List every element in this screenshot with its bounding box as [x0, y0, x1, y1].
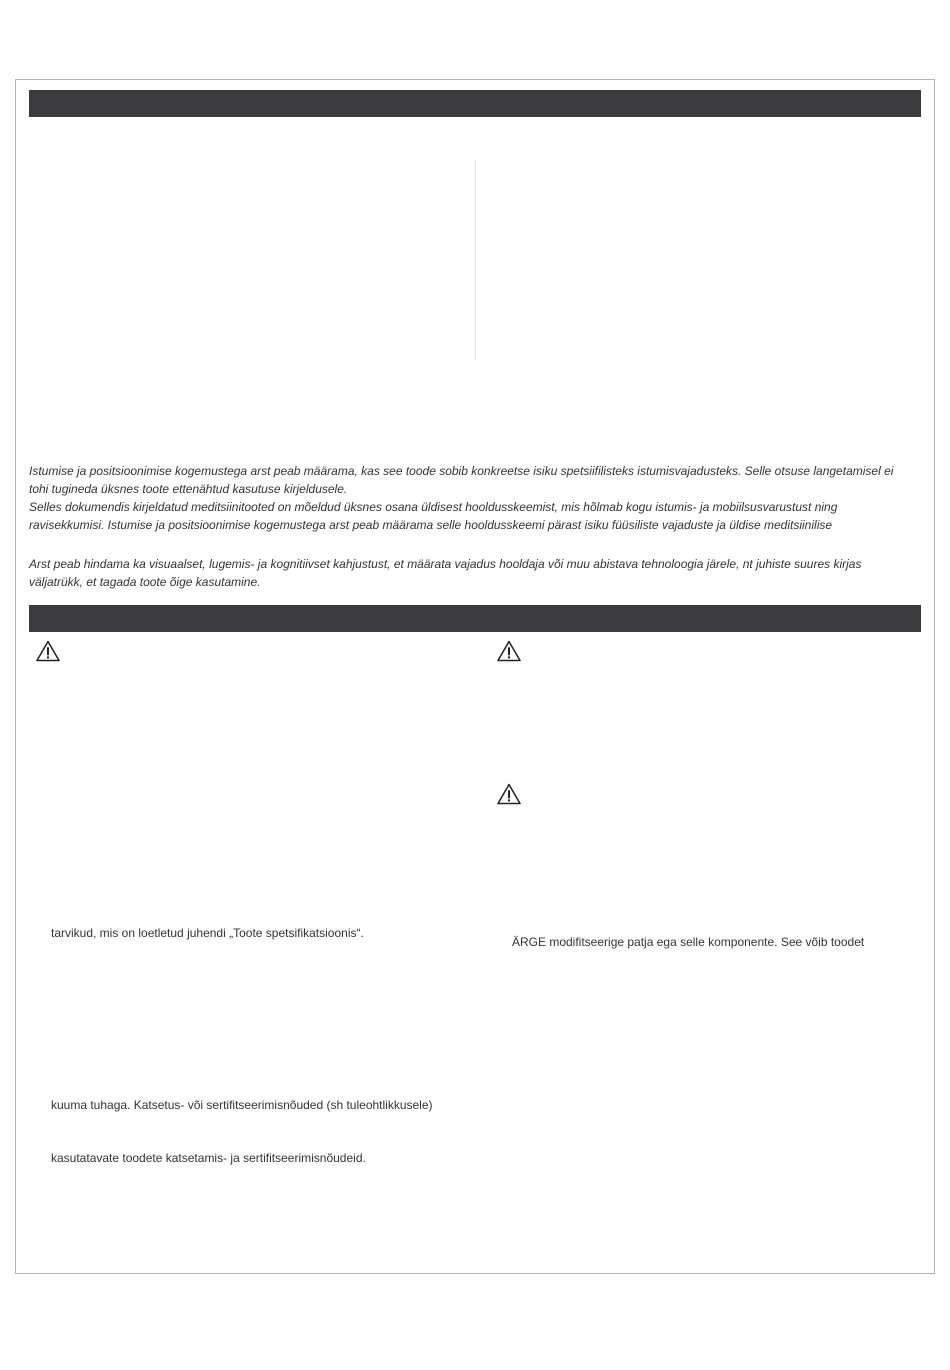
- intro-paragraph-1: Istumise ja positsioonimise kogemustega arst peab määrama, kas see toode sobib konkreetse isiku spetsiifilisteks istumisvajadusteks. Selle otsuse langetamisel ei tohi tugineda üksnes toote ettenähtud kasutuse kirjeldusele.: [29, 464, 894, 496]
- intro-text: [29, 462, 909, 591]
- warning-triangle-icon: [36, 640, 60, 662]
- intro-paragraph-3: Arst peab hindama ka visuaalset, lugemis- ja kognitiivset kahjustust, et määrata vajadus hooldaja või muu abistava tehnoloogia järele, nt juhiste suures kirjas väljatrükk, et tagada toote õige kasutamine.: [29, 557, 862, 589]
- warning-text-left-2: kuuma tuhaga. Katsetus- või sertifitseerimisnõuded (sh tuleohtlikkusele): [51, 1098, 433, 1112]
- warning-triangle-icon: [497, 640, 521, 662]
- warning-triangle-icon: [497, 783, 521, 805]
- warning-text-left-1: tarvikud, mis on loetletud juhendi „Toote spetsifikatsioonis“.: [51, 926, 364, 940]
- warning-text-left-3: kasutatavate toodete katsetamis- ja sertifitseerimisnõudeid.: [51, 1151, 366, 1165]
- column-divider: [475, 160, 476, 360]
- section-header-bar-top: [29, 90, 921, 117]
- section-header-bar-warnings: [29, 605, 921, 632]
- warning-text-right-1: ÄRGE modifitseerige patja ega selle komponente. See võib toodet: [512, 935, 865, 949]
- intro-paragraph-2: Selles dokumendis kirjeldatud meditsiinitooted on mõeldud üksnes osana üldisest hooldusskeemist, mis hõlmab kogu istumis- ja mobiilsusvarustust ning ravisekkumisi. Istumise ja positsioonimise kogemustega arst peab määrama selle hooldusskeemi pärast isiku füüsiliste vajaduste ja üldise meditsiinilise: [29, 500, 838, 532]
